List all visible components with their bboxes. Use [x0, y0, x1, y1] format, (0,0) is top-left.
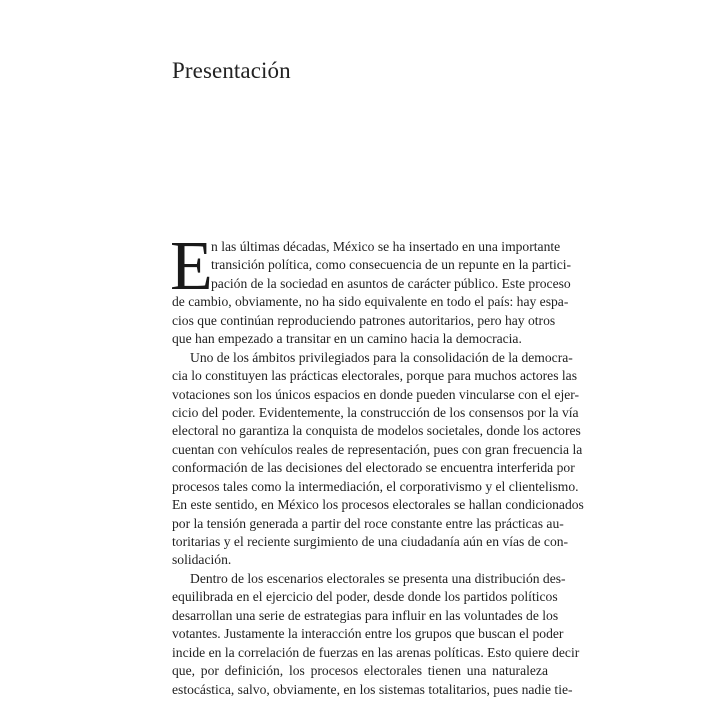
text-line: n las últimas décadas, México se ha insertado en una importante: [211, 239, 561, 254]
text-line: incide en la correlación de fuerzas en las arenas políticas. Esto quiere decir: [172, 644, 580, 660]
page-title: Presentación: [172, 58, 291, 83]
text-line: Dentro de los escenarios electorales se presenta una distribución des-: [190, 570, 566, 586]
text-line: procesos tales como la intermediación, el corporativismo y el clientelismo.: [172, 478, 579, 494]
text-line: En este sentido, en México los procesos electorales se hallan condicionados: [172, 497, 584, 513]
text-line: cia lo constituyen las prácticas electorales, porque para muchos actores las: [172, 368, 578, 384]
paragraph-2: [172, 349, 584, 570]
text-line: transición política, como consecuencia de un repunte en la partici-: [211, 257, 572, 273]
text-line: por la tensión generada a partir del roce constante entre las prácticas au-: [172, 515, 564, 531]
drop-cap: E: [170, 228, 213, 305]
text-line: toritarias y el reciente surgimiento de una ciudadanía aún en vías de con-: [172, 534, 569, 549]
text-line: equilibrada en el ejercicio del poder, desde donde los partidos políticos: [172, 589, 558, 605]
text-line: cios que continúan reproduciendo patrones autoritarios, pero hay otros: [172, 312, 556, 328]
text-line: pación de la sociedad en asuntos de carácter público. Este proceso: [211, 275, 571, 291]
text-line: electoral no garantiza la conquista de modelos societales, donde los actores: [172, 423, 581, 439]
text-line: cuentan con vehículos reales de representación, pues con gran frecuencia la: [172, 441, 583, 457]
paragraph-3: [172, 570, 580, 699]
text-line: de cambio, obviamente, no ha sido equivalente en todo el país: hay espa-: [172, 294, 569, 310]
text-line: cicio del poder. Evidentemente, la construcción de los consensos por la vía: [172, 404, 579, 420]
body-text: [170, 228, 584, 699]
paragraph-1: [170, 228, 572, 349]
text-line: votantes. Justamente la interacción entre los grupos que buscan el poder: [172, 626, 564, 642]
text-line: desarrollan una serie de estrategias para influir en las voluntades de los: [172, 607, 559, 623]
text-line: votaciones son los únicos espacios en donde pueden vincularse con el ejer-: [172, 386, 580, 402]
text-line: estocástica, salvo, obviamente, en los sistemas totalitarios, pues nadie tie-: [172, 681, 573, 697]
text-line: solidación.: [172, 552, 232, 568]
text-line: conformación de las decisiones del electorado se encuentra interferida por: [172, 460, 575, 476]
text-line: que, por definición, los procesos electorales tienen una naturaleza: [172, 663, 548, 679]
text-line: que han empezado a transitar en un camino hacia la democracia.: [172, 331, 522, 347]
text-line: Uno de los ámbitos privilegiados para la consolidación de la democra-: [190, 349, 573, 365]
